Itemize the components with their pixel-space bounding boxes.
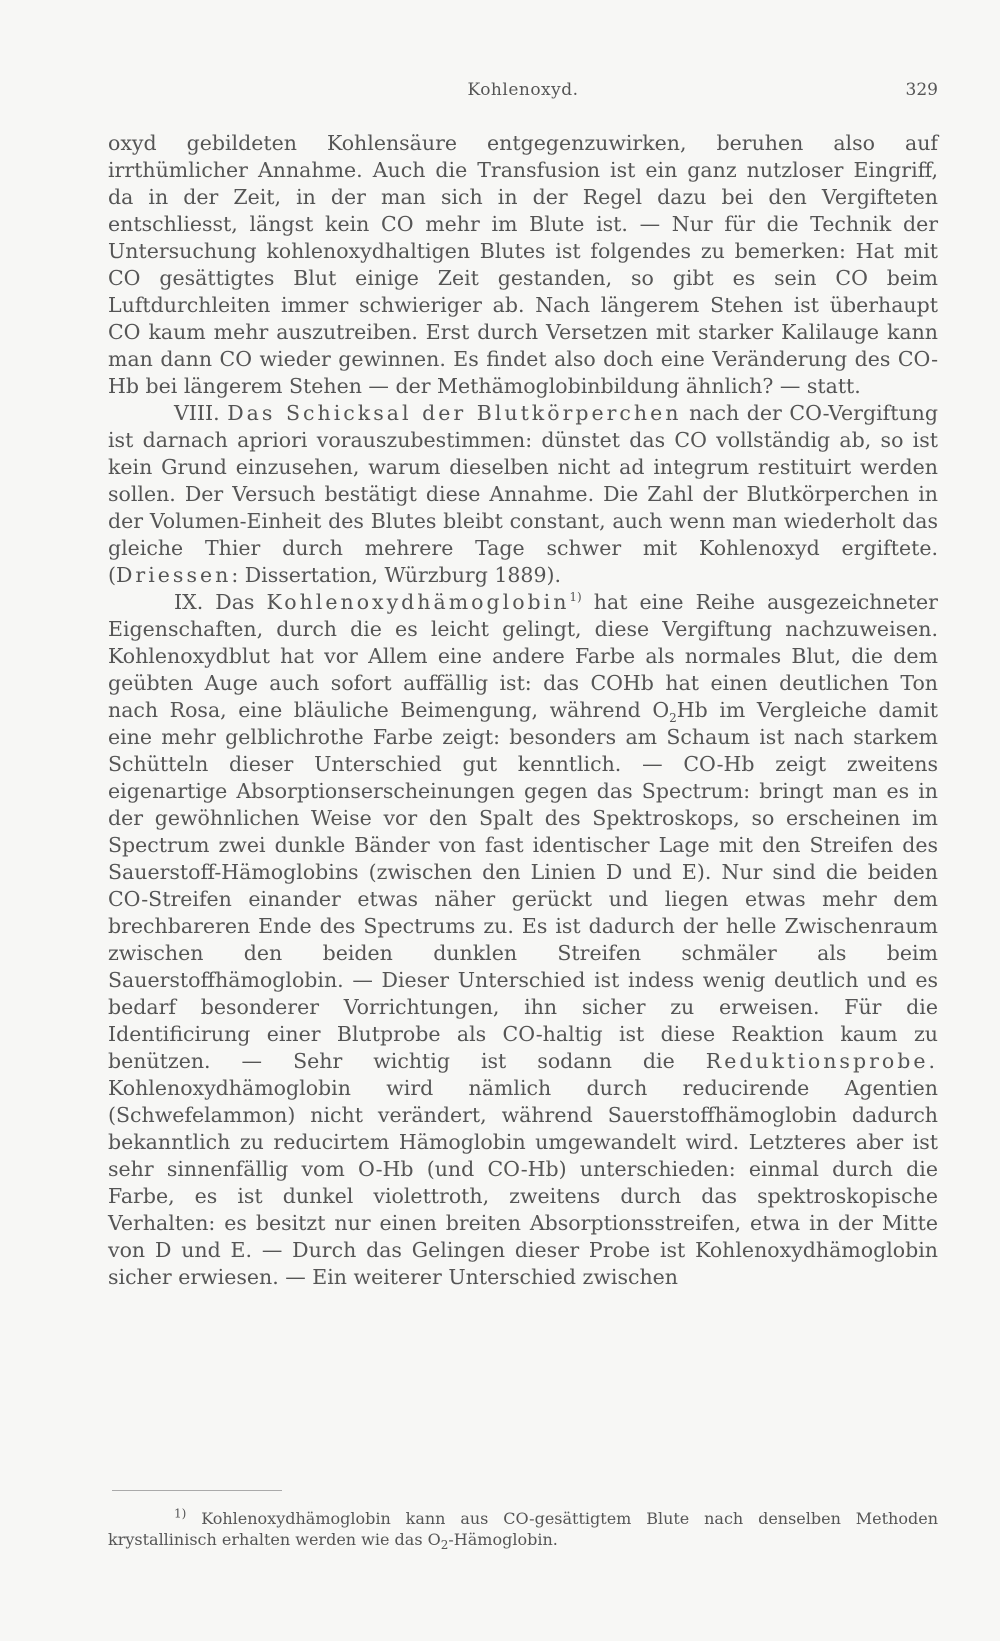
section-text: hat eine Reihe ausgezeichneter Eigenschaften, durch die es leicht gelingt, diese Vergiftung nachzuweisen. Kohlenoxydblut hat vor Allem eine andere Farbe als normales Blut, die dem geübten Auge auch sofort auffällig ist: das COHb hat einen deutlichen Ton nach Rosa, eine bläuliche Beimengung, während O [108,590,938,722]
section-heading: Das Schicksal der Blutkörperchen [227,401,682,425]
emphasis-term: Reduktionsprobe. [705,1049,938,1073]
section-pre: Das [215,590,255,614]
main-text [108,130,938,1291]
paragraph-continued: oxyd gebildeten Kohlensäure entgegenzuwirken, beruhen also auf irrthümlicher Annahme. Auch die Transfusion ist ein ganz nutzloser Eingriff, da in der Zeit, in der man sich in der Regel dazu bei den Vergifteten entschliesst, längst kein CO mehr im Blute ist. — Nur für die Technik der Untersuchung kohlenoxydhaltigen Blutes ist folgendes zu bemerken: Hat mit CO gesättigtes Blut einige Zeit gestanden, so gibt es sein CO beim Luftdurchleiten immer schwieriger ab. Nach längerem Stehen ist überhaupt CO kaum mehr auszutreiben. Erst durch Versetzen mit starker Kalilauge kann man dann CO wieder gewinnen. Es findet also doch eine Veränderung des CO-Hb bei längerem Stehen — der Methämoglobinbildung ähnlich? — statt. [108,131,938,398]
section-ix [108,589,938,1291]
section-heading: Kohlenoxydhämoglobin [266,590,570,614]
subscript: 2 [669,711,677,726]
footnote-text: Kohlenoxydhämoglobin kann aus CO-gesättigtem Blute nach denselben Methoden krystallinisch erhalten werden wie das O [108,1509,938,1549]
footnote-marker: 1) [174,1506,187,1521]
footnote-text-end: -Hämoglobin. [448,1530,558,1549]
section-number: IX. [174,590,204,614]
footnote-separator [112,1490,282,1491]
author-name: Driessen [116,563,232,587]
section-text-cont: Hb im Vergleiche damit eine mehr gelblichrothe Farbe zeigt: besonders am Schaum ist nach starkem Schütteln dieser Unterschied gut kenntlich. — CO-Hb zeigt zweitens eigenartige Absorptionserscheinungen gegen das Spectrum: bringt man es in der gewöhnlichen Weise vor den Spalt des Spektroskops, so erscheinen im Spectrum zwei dunkle Bänder von fast identischer Lage mit den Streifen des Sauerstoff-Hämoglobins (zwischen den Linien D und E). Nur sind die beiden CO-Streifen einander etwas näher gerückt und liegen etwas mehr dem brechbareren Ende des Spectrums zu. Es ist dadurch der helle Zwischenraum zwischen den beiden dunklen Streifen schmäler als beim Sauerstoffhämoglobin. — Dieser Unterschied ist indess wenig deutlich und es bedarf besonderer Vorrichtungen, ihn sicher zu erweisen. Für die Identificirung einer Blutprobe als CO-haltig ist diese Reaktion kaum zu benützen. — Sehr wichtig ist sodann die [108,698,938,1073]
section-text-end: Kohlenoxydhämoglobin wird nämlich durch reducirende Agentien (Schwefelammon) nicht verändert, während Sauerstoffhämoglobin dadurch bekanntlich zu reducirtem Hämoglobin umgewandelt wird. Letzteres aber ist sehr sinnenfällig vom O-Hb (und CO-Hb) unterschieden: einmal durch die Farbe, es ist dunkel violettroth, zweitens durch das spektroskopische Verhalten: es besitzt nur einen breiten Absorptionsstreifen, etwa in der Mitte von D und E. — Durch das Gelingen dieser Probe ist Kohlenoxydhämoglobin sicher erwiesen. — Ein weiterer Unterschied zwischen [108,1076,938,1289]
running-header [108,80,938,106]
section-viii [108,400,938,589]
running-title: Kohlenoxyd. [467,80,579,100]
subscript: 2 [440,1538,449,1553]
page-number: 329 [905,80,938,100]
footnote-reference: 1) [569,590,582,605]
section-text: nach der CO-Vergiftung ist darnach apriori vorauszubestimmen: dünstet das CO vollständig ab, so ist kein Grund einzusehen, warum dieselben nicht ad integrum restituirt werden sollen. Der Versuch bestätigt diese Annahme. Die Zahl der Blutkörperchen in der Volumen-Einheit des Blutes bleibt constant, auch wenn man wiederholt das gleiche Thier durch mehrere Tage schwer mit Kohlenoxyd ergiftete. ( [108,401,938,587]
section-text-end: : Dissertation, Würzburg 1889). [231,563,562,587]
section-number: VIII. [174,401,220,425]
footnote [108,1506,938,1553]
